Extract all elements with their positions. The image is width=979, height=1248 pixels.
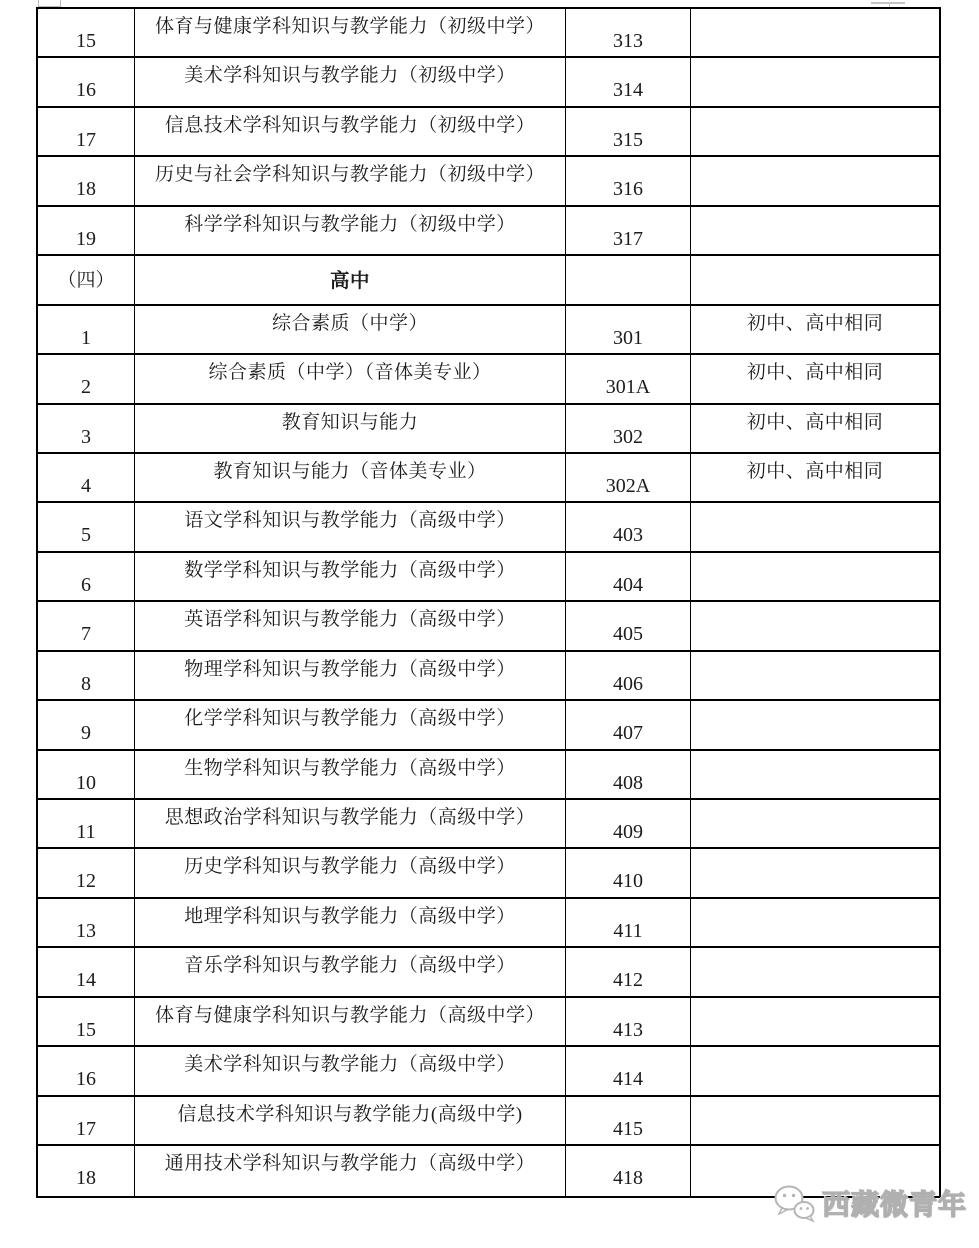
code-cell: 314	[566, 58, 691, 105]
note-cell	[691, 9, 939, 56]
row-number-cell: 13	[38, 899, 135, 946]
note-cell	[691, 701, 939, 748]
subject-cell: 体育与健康学科知识与教学能力（初级中学）	[135, 9, 566, 56]
note-cell: 初中、高中相同	[746, 411, 884, 433]
row-number-cell: 19	[38, 207, 135, 254]
table-row	[38, 553, 939, 602]
subject-cell: 音乐学科知识与教学能力（高级中学）	[135, 948, 566, 995]
table-row	[38, 207, 939, 256]
row-number-cell: 16	[38, 1047, 135, 1094]
row-number-cell: 2	[38, 355, 135, 402]
note-cell	[691, 553, 939, 600]
note-cell	[691, 849, 939, 896]
note-cell	[691, 751, 939, 798]
note-cell	[691, 948, 939, 995]
note-cell	[691, 602, 939, 649]
note-cell	[691, 58, 939, 105]
table-row	[38, 1097, 939, 1146]
table-row	[38, 948, 939, 997]
table-row	[38, 998, 939, 1047]
note-cell	[691, 998, 939, 1045]
code-cell	[566, 256, 691, 303]
code-cell: 408	[566, 751, 691, 798]
code-cell: 409	[566, 800, 691, 847]
subject-cell: 体育与健康学科知识与教学能力（高级中学）	[135, 998, 566, 1045]
subject-cell: 美术学科知识与教学能力（高级中学）	[135, 1047, 566, 1094]
exam-subjects-table	[36, 7, 941, 1198]
subject-cell: 通用技术学科知识与教学能力（高级中学）	[135, 1146, 566, 1195]
table-row	[38, 405, 939, 454]
table-row	[38, 652, 939, 701]
table-row	[38, 849, 939, 898]
row-number-cell: 8	[38, 652, 135, 699]
code-cell: 301A	[566, 355, 691, 402]
table-row	[38, 602, 939, 651]
table-row	[38, 306, 939, 355]
subject-cell: 化学学科知识与教学能力（高级中学）	[135, 701, 566, 748]
code-cell: 414	[566, 1047, 691, 1094]
table-row	[38, 108, 939, 157]
subject-cell: 信息技术学科知识与教学能力（初级中学）	[135, 108, 566, 155]
subject-cell: 数学学科知识与教学能力（高级中学）	[135, 553, 566, 600]
table-row	[38, 454, 939, 503]
row-number-cell: 15	[38, 998, 135, 1045]
row-number-cell: 17	[38, 108, 135, 155]
code-cell: 410	[566, 849, 691, 896]
subject-cell: 英语学科知识与教学能力（高级中学）	[135, 602, 566, 649]
note-cell	[691, 157, 939, 204]
note-cell	[691, 256, 939, 303]
subject-cell: 科学学科知识与教学能力（初级中学）	[135, 207, 566, 254]
row-number-cell: 4	[38, 454, 135, 501]
note-cell	[691, 652, 939, 699]
code-cell: 302A	[566, 454, 691, 501]
code-cell: 413	[566, 998, 691, 1045]
code-cell: 405	[566, 602, 691, 649]
note-cell	[691, 899, 939, 946]
subject-cell: 教育知识与能力	[135, 405, 566, 452]
table-row	[38, 157, 939, 206]
subject-cell: 信息技术学科知识与教学能力(高级中学)	[135, 1097, 566, 1144]
subject-cell: 思想政治学科知识与教学能力（高级中学）	[135, 800, 566, 847]
row-number-cell: 5	[38, 503, 135, 550]
table-row	[38, 58, 939, 107]
code-cell: 407	[566, 701, 691, 748]
subject-cell: 高中	[135, 256, 566, 303]
subject-cell: 历史与社会学科知识与教学能力（初级中学）	[135, 157, 566, 204]
table-row	[38, 503, 939, 552]
row-number-cell: 16	[38, 58, 135, 105]
subject-cell: 物理学科知识与教学能力（高级中学）	[135, 652, 566, 699]
row-number-cell: 18	[38, 157, 135, 204]
code-cell: 317	[566, 207, 691, 254]
watermark-text: 西藏微青年	[822, 1190, 968, 1221]
row-number-cell: （四）	[38, 256, 135, 303]
code-cell: 418	[566, 1146, 691, 1195]
row-number-cell: 1	[38, 306, 135, 353]
table-row	[38, 701, 939, 750]
table-row	[38, 800, 939, 849]
note-cell: 初中、高中相同	[746, 460, 884, 482]
row-number-cell: 18	[38, 1146, 135, 1195]
table-row	[38, 355, 939, 404]
note-cell	[691, 1047, 939, 1094]
code-cell: 302	[566, 405, 691, 452]
row-number-cell: 11	[38, 800, 135, 847]
table-row	[38, 751, 939, 800]
subject-cell: 综合素质（中学）	[135, 306, 566, 353]
row-number-cell: 10	[38, 751, 135, 798]
watermark	[772, 1180, 977, 1232]
scan-artifact	[38, 0, 61, 7]
subject-cell: 美术学科知识与教学能力（初级中学）	[135, 58, 566, 105]
row-number-cell: 12	[38, 849, 135, 896]
code-cell: 412	[566, 948, 691, 995]
row-number-cell: 9	[38, 701, 135, 748]
note-cell: 初中、高中相同	[746, 312, 884, 334]
row-number-cell: 15	[38, 9, 135, 56]
code-cell: 403	[566, 503, 691, 550]
subject-cell: 教育知识与能力（音体美专业）	[135, 454, 566, 501]
row-number-cell: 6	[38, 553, 135, 600]
subject-cell: 综合素质（中学）（音体美专业）	[135, 355, 566, 402]
subject-cell: 地理学科知识与教学能力（高级中学）	[135, 899, 566, 946]
code-cell: 316	[566, 157, 691, 204]
code-cell: 313	[566, 9, 691, 56]
row-number-cell: 17	[38, 1097, 135, 1144]
code-cell: 301	[566, 306, 691, 353]
note-cell: 初中、高中相同	[746, 362, 884, 384]
wechat-logo-icon	[772, 1183, 818, 1230]
note-cell	[691, 503, 939, 550]
row-number-cell: 7	[38, 602, 135, 649]
row-number-cell: 3	[38, 405, 135, 452]
note-cell	[691, 108, 939, 155]
note-cell	[691, 207, 939, 254]
code-cell: 411	[566, 899, 691, 946]
section-header-row	[38, 256, 939, 305]
subject-cell: 语文学科知识与教学能力（高级中学）	[135, 503, 566, 550]
note-cell	[691, 800, 939, 847]
code-cell: 406	[566, 652, 691, 699]
subject-cell: 生物学科知识与教学能力（高级中学）	[135, 751, 566, 798]
code-cell: 404	[566, 553, 691, 600]
table-row	[38, 899, 939, 948]
code-cell: 415	[566, 1097, 691, 1144]
note-cell	[691, 1097, 939, 1144]
subject-cell: 历史学科知识与教学能力（高级中学）	[135, 849, 566, 896]
code-cell: 315	[566, 108, 691, 155]
table-row	[38, 9, 939, 58]
row-number-cell: 14	[38, 948, 135, 995]
table-row	[38, 1047, 939, 1096]
